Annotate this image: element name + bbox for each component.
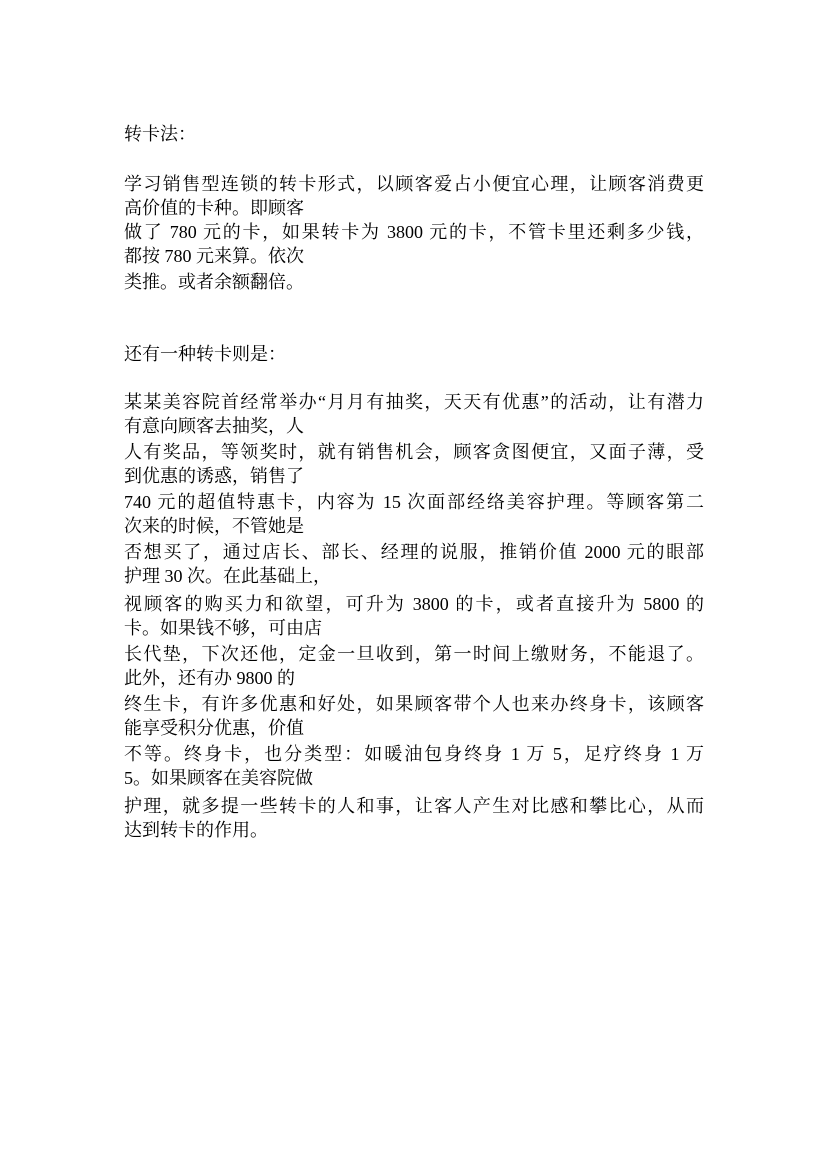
paragraph-line: 到优惠的诱惑，销售了 [124,466,304,486]
paragraph-line: 此外，还有办 9800 的 [124,668,295,688]
paragraph-line: 护理 30 次。在此基础上， [124,566,331,586]
paragraph-line: 否想买了，通过店长、部长、经理的说服，推销价值 2000 元的眼部 [124,542,704,562]
paragraph-line: 学习销售型连锁的转卡形式，以顾客爱占小便宜心理，让顾客消费更 [124,174,704,194]
section-heading-zhuanka: 转卡法： [124,124,196,144]
paragraph-line: 人有奖品，等领奖时，就有销售机会，顾客贪图便宜，又面子薄，受 [124,442,704,462]
paragraph-line: 类推。或者余额翻倍。 [124,272,304,292]
paragraph-line: 次来的时候，不管她是 [124,516,304,536]
paragraph-line: 达到转卡的作用。 [124,820,268,840]
paragraph-line: 长代垫，下次还他，定金一旦收到，第一时间上缴财务，不能退了。 [124,644,704,664]
paragraph-line: 终生卡，有许多优惠和好处，如果顾客带个人也来办终身卡，该顾客 [124,694,704,714]
paragraph-line: 卡。如果钱不够，可由店 [124,618,322,638]
paragraph-line: 视顾客的购买力和欲望，可升为 3800 的卡，或者直接升为 5800 的 [124,594,704,614]
paragraph-line: 某某美容院首经常举办“月月有抽奖，天天有优惠”的活动，让有潜力 [124,392,704,412]
paragraph-line: 不等。终身卡，也分类型：如暖油包身终身 1 万 5，足疗终身 1 万 [124,744,704,764]
paragraph-line: 护理，就多提一些转卡的人和事，让客人产生对比感和攀比心，从而 [124,796,704,816]
paragraph-line: 740 元的超值特惠卡，内容为 15 次面部经络美容护理。等顾客第二 [124,492,704,512]
paragraph-line: 有意向顾客去抽奖，人 [124,416,304,436]
section-heading-another: 还有一种转卡则是： [124,344,286,364]
paragraph-line: 高价值的卡种。即顾客 [124,198,304,218]
paragraph-line: 能享受积分优惠，价值 [124,718,304,738]
paragraph-line: 做了 780 元的卡，如果转卡为 3800 元的卡，不管卡里还剩多少钱， [124,222,704,242]
paragraph-line: 5。如果顾客在美容院做 [124,768,313,788]
paragraph-line: 都按 780 元来算。依次 [124,246,304,266]
